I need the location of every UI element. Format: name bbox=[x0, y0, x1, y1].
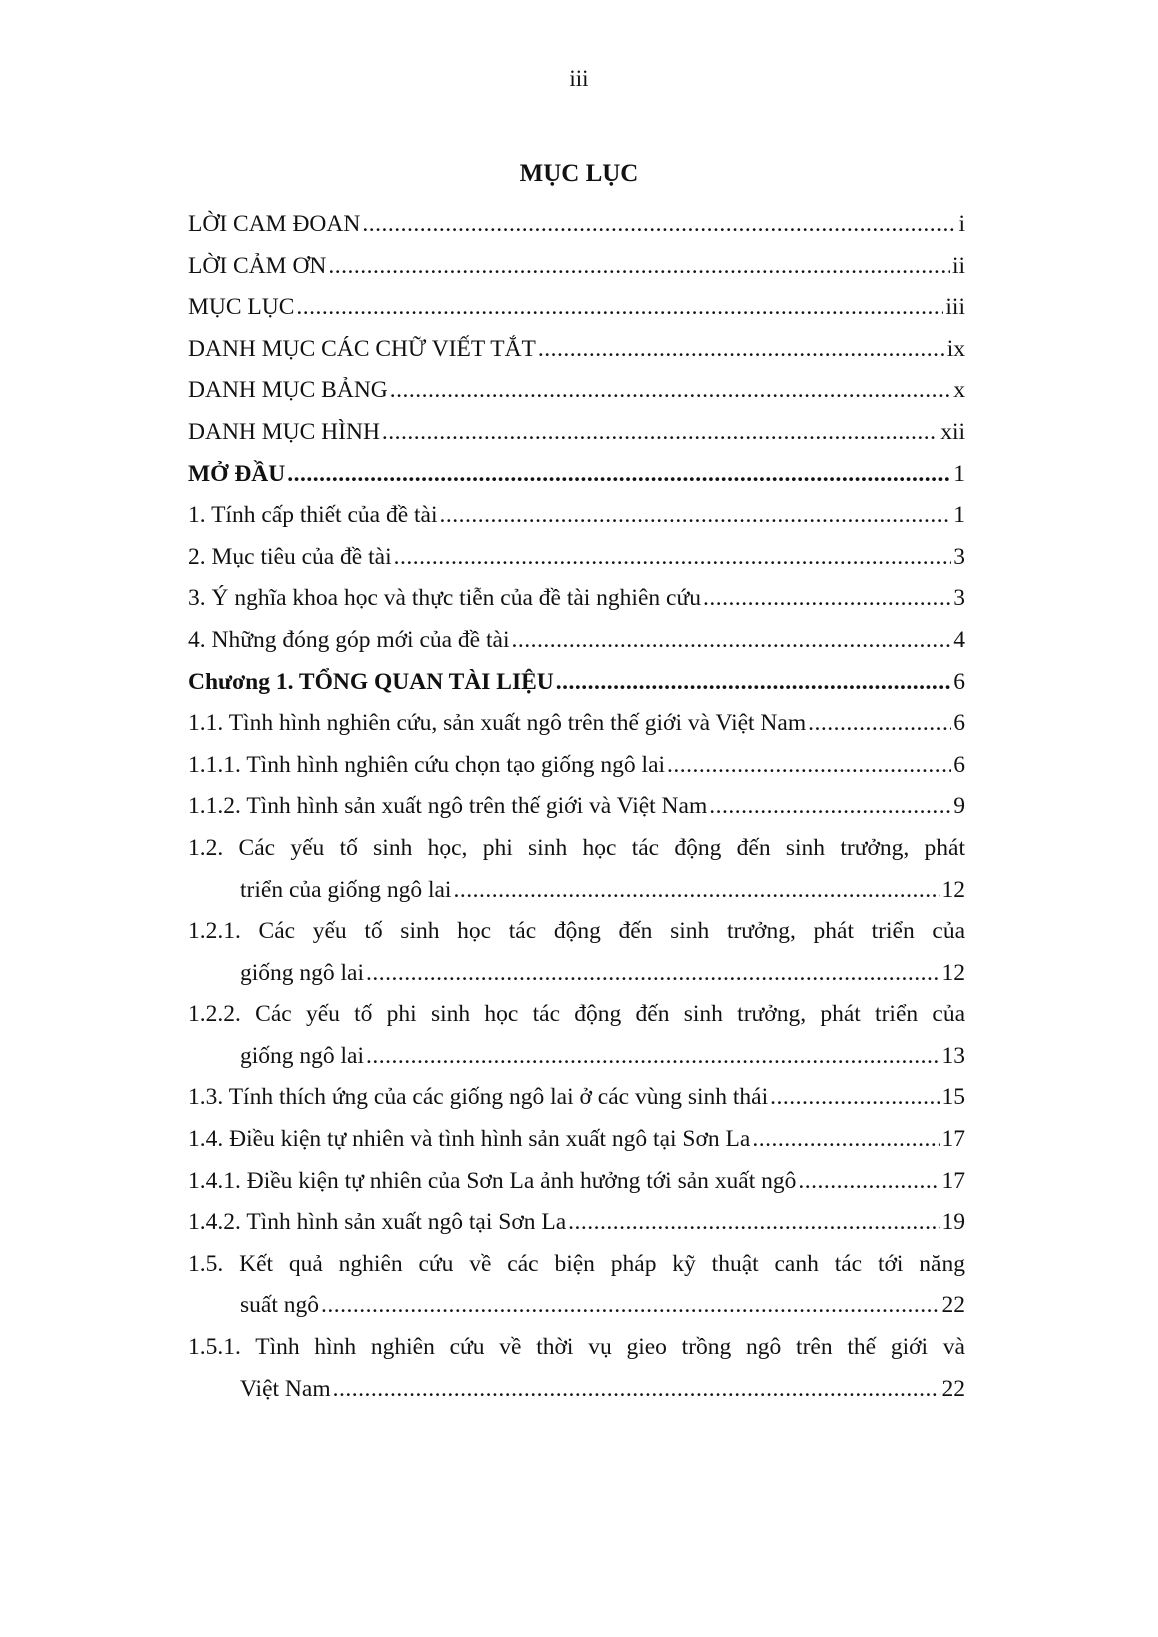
toc-entry-line bbox=[188, 1285, 965, 1327]
toc-entry-line bbox=[188, 662, 965, 704]
toc-entry-line bbox=[188, 370, 965, 412]
toc-entry[interactable] bbox=[188, 911, 965, 994]
toc-entry-label: 1.5. Kết quả nghiên cứu về các biện pháp kỹ thuật canh tác tới năng bbox=[188, 1250, 965, 1277]
dot-leader bbox=[538, 329, 945, 371]
toc-entry-line bbox=[188, 537, 965, 579]
dot-leader bbox=[366, 953, 939, 995]
toc-entry-line bbox=[188, 329, 965, 371]
dot-leader bbox=[667, 745, 951, 787]
toc-entry[interactable] bbox=[188, 620, 965, 662]
dot-leader bbox=[328, 246, 950, 288]
toc-entry-page: iii bbox=[945, 294, 965, 321]
toc-entry-label: suất ngô bbox=[240, 1292, 319, 1319]
toc-entry-label: 2. Mục tiêu của đề tài bbox=[188, 543, 392, 570]
toc-entry-page: 13 bbox=[941, 1042, 965, 1069]
toc-entry-label: Việt Nam bbox=[240, 1375, 331, 1402]
dot-leader bbox=[453, 870, 939, 912]
toc-entry-line bbox=[188, 953, 965, 995]
dot-leader bbox=[333, 1369, 940, 1411]
toc-entry-page: 22 bbox=[941, 1375, 965, 1402]
toc-entry-page: 17 bbox=[941, 1167, 965, 1194]
toc-entry-label: LỜI CAM ĐOAN bbox=[188, 211, 361, 237]
toc-entry-page: 15 bbox=[941, 1084, 965, 1111]
dot-leader bbox=[390, 370, 951, 412]
dot-leader bbox=[770, 1077, 939, 1119]
toc-entry-page: xii bbox=[940, 418, 965, 445]
toc-entry-page: ix bbox=[946, 335, 965, 362]
toc-entry-page: 6 bbox=[953, 668, 965, 695]
toc-entry[interactable] bbox=[188, 1327, 965, 1410]
toc-entry-line bbox=[188, 1202, 965, 1244]
toc-entry[interactable] bbox=[188, 1077, 965, 1119]
toc-entry-line bbox=[188, 246, 965, 288]
toc-entry-page: 1 bbox=[953, 460, 965, 487]
toc-entry[interactable] bbox=[188, 828, 965, 911]
dot-leader bbox=[287, 454, 951, 496]
toc-entry-label: 1.1. Tình hình nghiên cứu, sản xuất ngô trên thế giới và Việt Nam bbox=[188, 710, 807, 737]
toc-entry-page: 9 bbox=[953, 793, 965, 820]
dot-leader bbox=[440, 495, 952, 537]
toc-entry[interactable] bbox=[188, 537, 965, 579]
toc-entry-line bbox=[188, 786, 965, 828]
toc-entry-page: ii bbox=[951, 252, 965, 279]
toc-entry-label: giống ngô lai bbox=[240, 959, 365, 986]
toc-entry[interactable] bbox=[188, 786, 965, 828]
dot-leader bbox=[752, 1119, 939, 1161]
toc-entry[interactable] bbox=[188, 454, 965, 496]
toc-entry-label: 1.1.1. Tình hình nghiên cứu chọn tạo giống ngô lai bbox=[188, 751, 666, 778]
toc-entry[interactable] bbox=[188, 745, 965, 787]
dot-leader bbox=[382, 412, 938, 454]
dot-leader bbox=[362, 204, 956, 246]
dot-leader bbox=[568, 1202, 939, 1244]
toc-entry-label: giống ngô lai bbox=[240, 1042, 365, 1069]
toc-entry-page: 6 bbox=[953, 751, 965, 778]
toc-entry-line bbox=[188, 204, 965, 246]
dot-leader bbox=[556, 662, 951, 704]
dot-leader bbox=[808, 703, 951, 745]
toc-entry[interactable] bbox=[188, 1202, 965, 1244]
toc-entry-line bbox=[188, 1369, 965, 1411]
toc-entry-line bbox=[188, 495, 965, 537]
toc-entry-page: 12 bbox=[941, 959, 965, 986]
toc-entry-label: DANH MỤC BẢNG bbox=[188, 377, 388, 404]
toc-entry[interactable] bbox=[188, 703, 965, 745]
toc-entry-page: 3 bbox=[953, 585, 965, 612]
toc-entry-label: DANH MỤC HÌNH bbox=[188, 418, 380, 445]
toc-entry-line bbox=[188, 412, 965, 454]
toc-entry-label: 1. Tính cấp thiết của đề tài bbox=[188, 502, 438, 529]
toc-entry[interactable] bbox=[188, 329, 965, 371]
toc-entry-label: 1.4.2. Tình hình sản xuất ngô tại Sơn La bbox=[188, 1209, 567, 1236]
dot-leader bbox=[703, 578, 951, 620]
dot-leader bbox=[394, 537, 952, 579]
toc-entry-line bbox=[188, 1161, 965, 1203]
toc-entry-line bbox=[188, 703, 965, 745]
toc-entry-line bbox=[188, 287, 965, 329]
toc-entry-page: 3 bbox=[953, 543, 965, 570]
toc-entry-label: 4. Những đóng góp mới của đề tài bbox=[188, 626, 510, 653]
toc-entry-label: DANH MỤC CÁC CHỮ VIẾT TẮT bbox=[188, 335, 536, 362]
toc-entry[interactable] bbox=[188, 204, 965, 246]
toc-entry[interactable] bbox=[188, 994, 965, 1077]
toc-entry-line bbox=[188, 1036, 965, 1078]
toc-entry-label: 1.1.2. Tình hình sản xuất ngô trên thế giới và Việt Nam bbox=[188, 793, 708, 820]
toc-entry-label: LỜI CẢM ƠN bbox=[188, 252, 327, 279]
toc-entry[interactable] bbox=[188, 412, 965, 454]
toc-entry-page: 4 bbox=[953, 626, 965, 653]
toc-entry[interactable] bbox=[188, 578, 965, 620]
toc-entry-page: 17 bbox=[941, 1126, 965, 1153]
toc-entry-label: 1.2.1. Các yếu tố sinh học tác động đến sinh trưởng, phát triển của bbox=[188, 918, 965, 945]
dot-leader bbox=[296, 287, 943, 329]
dot-leader bbox=[798, 1161, 939, 1203]
toc-entry-page: 6 bbox=[953, 710, 965, 737]
toc-entry-label: 1.3. Tính thích ứng của các giống ngô lai ở các vùng sinh thái bbox=[188, 1084, 769, 1111]
toc-entry[interactable] bbox=[188, 1119, 965, 1161]
toc-entry[interactable] bbox=[188, 662, 965, 704]
toc-entry-line bbox=[188, 454, 965, 496]
toc-entry-line bbox=[188, 870, 965, 912]
toc-entry-label: 1.4.1. Điều kiện tự nhiên của Sơn La ảnh hưởng tới sản xuất ngô bbox=[188, 1167, 797, 1194]
toc-entry[interactable] bbox=[188, 287, 965, 329]
toc-entry-page: 22 bbox=[941, 1292, 965, 1319]
toc-entry-label: 3. Ý nghĩa khoa học và thực tiễn của đề tài nghiên cứu bbox=[188, 585, 701, 612]
toc-entry-page: x bbox=[953, 377, 965, 404]
toc-entry[interactable] bbox=[188, 1244, 965, 1327]
toc-entry-label: 1.2.2. Các yếu tố phi sinh học tác động đến sinh trưởng, phát triển của bbox=[188, 1001, 965, 1028]
toc-entry-page: 19 bbox=[941, 1209, 965, 1236]
toc-entry-page: i bbox=[958, 211, 965, 237]
toc-entry[interactable] bbox=[188, 1161, 965, 1203]
toc-entry-line bbox=[188, 1077, 965, 1119]
toc-entry-label: 1.5.1. Tình hình nghiên cứu về thời vụ gieo trồng ngô trên thế giới và bbox=[188, 1334, 965, 1361]
toc-entry[interactable] bbox=[188, 370, 965, 412]
toc-entry-line bbox=[188, 620, 965, 662]
page-number: iii bbox=[569, 66, 589, 91]
toc-entry-line bbox=[188, 745, 965, 787]
table-of-contents bbox=[188, 204, 965, 1410]
toc-entry-page: 12 bbox=[941, 876, 965, 903]
toc-entry[interactable] bbox=[188, 495, 965, 537]
toc-entry-line bbox=[188, 578, 965, 620]
toc-entry[interactable] bbox=[188, 246, 965, 288]
toc-entry-label: MỤC LỤC bbox=[188, 294, 295, 321]
toc-entry-page: 1 bbox=[953, 502, 965, 529]
toc-entry-label: 1.2. Các yếu tố sinh học, phi sinh học tác động đến sinh trưởng, phát bbox=[188, 834, 965, 861]
toc-entry-label: Chương 1. TỔNG QUAN TÀI LIỆU bbox=[188, 668, 554, 695]
toc-entry-label: MỞ ĐẦU bbox=[188, 460, 286, 487]
toc-entry-label: triển của giống ngô lai bbox=[240, 876, 452, 903]
dot-leader bbox=[321, 1285, 940, 1327]
toc-entry-line bbox=[188, 1119, 965, 1161]
dot-leader bbox=[709, 786, 951, 828]
toc-entry-label: 1.4. Điều kiện tự nhiên và tình hình sản xuất ngô tại Sơn La bbox=[188, 1126, 751, 1153]
toc-title: MỤC LỤC bbox=[519, 160, 639, 187]
dot-leader bbox=[366, 1036, 939, 1078]
dot-leader bbox=[511, 620, 951, 662]
